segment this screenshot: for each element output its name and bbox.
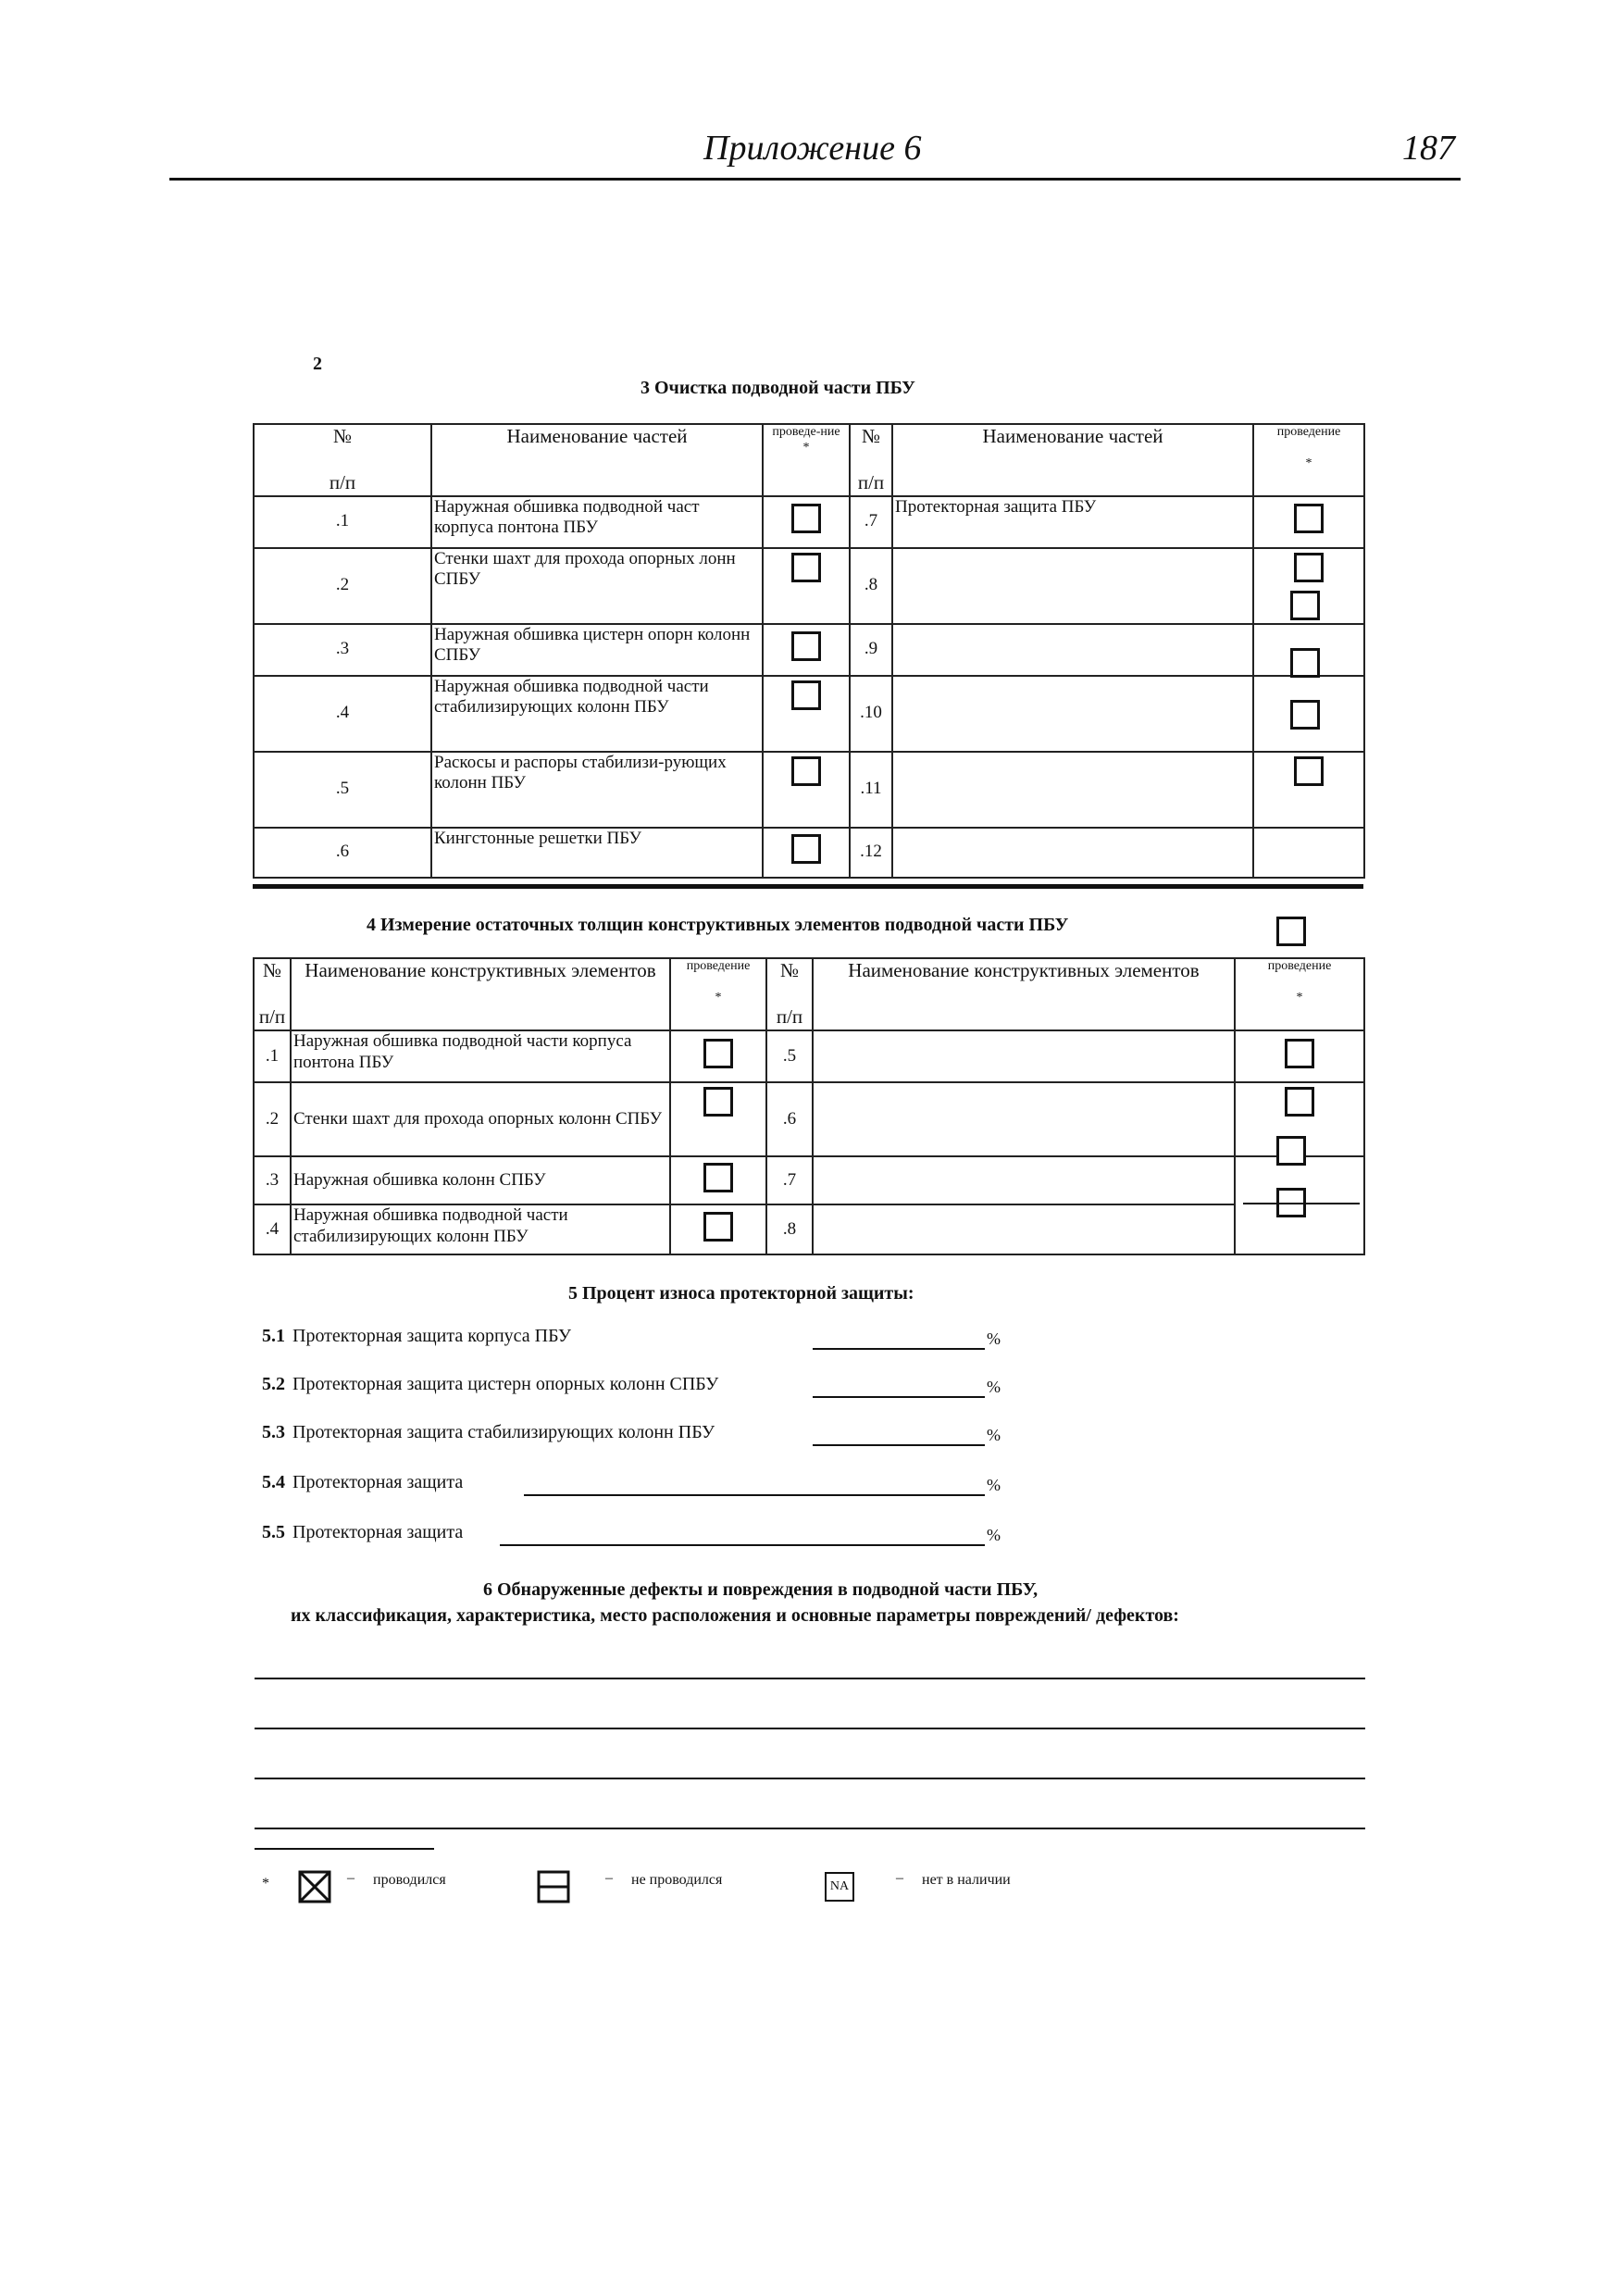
checkbox[interactable] bbox=[703, 1163, 733, 1192]
col-name-header-2: Наименование конструктивных элементов bbox=[813, 958, 1235, 1030]
checkbox[interactable] bbox=[1276, 1136, 1306, 1166]
percent-sign: % bbox=[987, 1476, 1001, 1494]
col-name-header-2: Наименование частей bbox=[892, 424, 1253, 496]
checkbox[interactable] bbox=[1290, 700, 1320, 730]
section4-title: 4 Измерение остаточных толщин конструктивных элементов подводной части ПБУ bbox=[367, 915, 1069, 935]
row-number: .4 bbox=[254, 676, 431, 752]
row-number: .10 bbox=[850, 676, 892, 752]
table-row bbox=[254, 1204, 1364, 1254]
wear-row-5-4: 5.4 Протекторная защита bbox=[262, 1472, 464, 1492]
row-name bbox=[813, 1156, 1235, 1204]
checkbox[interactable] bbox=[1276, 917, 1306, 946]
wear-row-5-2: 5.2 Протекторная защита цистерн опорных колонн СПБУ bbox=[262, 1374, 719, 1394]
checkbox[interactable] bbox=[791, 680, 821, 710]
page-number: 187 bbox=[1402, 129, 1455, 168]
wear-input-5-5[interactable] bbox=[500, 1544, 985, 1546]
section3-header-row bbox=[254, 424, 1364, 496]
wear-row-5-1: 5.1 Протекторная защита корпуса ПБУ bbox=[262, 1326, 572, 1346]
row-number: .7 bbox=[850, 496, 892, 548]
row-number: .3 bbox=[254, 624, 431, 676]
checkbox[interactable] bbox=[791, 631, 821, 661]
row-number: .4 bbox=[254, 1204, 291, 1254]
section3-title: 3 Очистка подводной части ПБУ bbox=[641, 378, 915, 398]
section-divider bbox=[253, 884, 1363, 889]
row-number: .9 bbox=[850, 624, 892, 676]
checkbox[interactable] bbox=[1294, 504, 1324, 533]
row-number: .1 bbox=[254, 496, 431, 548]
legend-dash: – bbox=[896, 1870, 903, 1886]
row-number: .5 bbox=[766, 1030, 813, 1082]
checkbox[interactable] bbox=[703, 1039, 733, 1068]
not-done-box-icon bbox=[537, 1870, 570, 1908]
checkbox[interactable] bbox=[1294, 756, 1324, 786]
row-divider bbox=[1243, 1203, 1360, 1204]
row-number: .5 bbox=[254, 752, 431, 828]
checkbox[interactable] bbox=[791, 756, 821, 786]
wear-row-5-3: 5.3 Протекторная защита стабилизирующих колонн ПБУ bbox=[262, 1422, 715, 1442]
table-row bbox=[254, 828, 1364, 878]
col-num-header: № п/п bbox=[254, 958, 291, 1030]
checkbox[interactable] bbox=[703, 1212, 733, 1242]
section6-title-line2: их классификация, характеристика, место расположения и основные параметры повреждений/ дефектов: bbox=[291, 1605, 1179, 1626]
footnote-rule bbox=[255, 1848, 434, 1850]
checked-box-icon bbox=[298, 1870, 331, 1908]
defects-input-line-4[interactable] bbox=[255, 1828, 1365, 1829]
percent-sign: % bbox=[987, 1378, 1001, 1396]
legend-star: * bbox=[262, 1876, 269, 1891]
row-number: .3 bbox=[254, 1156, 291, 1204]
legend-na: нет в наличии bbox=[922, 1872, 1011, 1888]
table-row bbox=[254, 752, 1364, 828]
row-name bbox=[892, 828, 1253, 878]
checkbox[interactable] bbox=[1294, 553, 1324, 582]
table-row bbox=[254, 548, 1364, 624]
row-number: .6 bbox=[254, 828, 431, 878]
table-row bbox=[254, 496, 1364, 548]
legend-dash: – bbox=[347, 1870, 354, 1886]
row-name bbox=[813, 1030, 1235, 1082]
defects-input-line-1[interactable] bbox=[255, 1678, 1365, 1679]
legend-done: проводился bbox=[373, 1872, 446, 1888]
legend-dash: – bbox=[605, 1870, 613, 1886]
row-name bbox=[892, 548, 1253, 624]
table-row bbox=[254, 1156, 1364, 1204]
form-page-marker: 2 bbox=[313, 354, 322, 374]
checkbox[interactable] bbox=[1290, 648, 1320, 678]
row-name: Наружная обшивка цистерн опорн колонн СПБУ bbox=[431, 624, 763, 676]
checkbox[interactable] bbox=[1290, 591, 1320, 620]
checkbox[interactable] bbox=[703, 1087, 733, 1117]
checkbox[interactable] bbox=[791, 834, 821, 864]
row-name: Наружная обшивка колонн СПБУ bbox=[291, 1156, 670, 1204]
section6-title-line1: 6 Обнаруженные дефекты и повреждения в подводной части ПБУ, bbox=[483, 1579, 1039, 1600]
table-row bbox=[254, 624, 1364, 676]
col-done-header: проведе-ние * bbox=[763, 424, 850, 496]
row-number: .2 bbox=[254, 1082, 291, 1156]
row-name bbox=[813, 1082, 1235, 1156]
row-name: Стенки шахт для прохода опорных колонн СПБУ bbox=[291, 1082, 670, 1156]
table-row bbox=[254, 1082, 1364, 1156]
wear-input-5-4[interactable] bbox=[524, 1494, 985, 1496]
row-number: .8 bbox=[766, 1204, 813, 1254]
row-number: .12 bbox=[850, 828, 892, 878]
section4-header-row bbox=[254, 958, 1364, 1030]
col-num-header: № п/п bbox=[254, 424, 431, 496]
table-row bbox=[254, 1030, 1364, 1082]
row-name bbox=[892, 752, 1253, 828]
row-number: .6 bbox=[766, 1082, 813, 1156]
defects-input-line-2[interactable] bbox=[255, 1728, 1365, 1729]
row-name: Наружная обшивка подводной части корпуса понтона ПБУ bbox=[291, 1030, 670, 1082]
row-number: .11 bbox=[850, 752, 892, 828]
col-name-header: Наименование частей bbox=[431, 424, 763, 496]
row-name: Наружная обшивка подводной части стабилизирующих колонн ПБУ bbox=[431, 676, 763, 752]
col-name-header: Наименование конструктивных элементов bbox=[291, 958, 670, 1030]
wear-input-5-1[interactable] bbox=[813, 1348, 985, 1350]
percent-sign: % bbox=[987, 1329, 1001, 1348]
percent-sign: % bbox=[987, 1426, 1001, 1444]
row-name: Кингстонные решетки ПБУ bbox=[431, 828, 763, 878]
wear-input-5-2[interactable] bbox=[813, 1396, 985, 1398]
header-title: Приложение 6 bbox=[703, 129, 922, 168]
wear-row-5-5: 5.5 Протекторная защита bbox=[262, 1522, 464, 1542]
table-row bbox=[254, 676, 1364, 752]
col-done-header: проведение * bbox=[670, 958, 766, 1030]
row-name bbox=[892, 676, 1253, 752]
row-number: .2 bbox=[254, 548, 431, 624]
legend-not-done: не проводился bbox=[631, 1872, 723, 1888]
row-name: Протекторная защита ПБУ bbox=[892, 496, 1253, 548]
row-name: Стенки шахт для прохода опорных лонн СПБУ bbox=[431, 548, 763, 624]
section5-title: 5 Процент износа протекторной защиты: bbox=[568, 1283, 914, 1304]
section3-table bbox=[253, 423, 1365, 879]
row-name: Наружная обшивка подводной част корпуса понтона ПБУ bbox=[431, 496, 763, 548]
na-box-icon: NA bbox=[825, 1872, 854, 1902]
wear-input-5-3[interactable] bbox=[813, 1444, 985, 1446]
row-name bbox=[892, 624, 1253, 676]
row-number: .1 bbox=[254, 1030, 291, 1082]
row-number: .7 bbox=[766, 1156, 813, 1204]
col-num-header-2: № п/п bbox=[766, 958, 813, 1030]
col-done-header-2: проведение * bbox=[1235, 958, 1364, 1030]
row-number: .8 bbox=[850, 548, 892, 624]
col-done-header-2: проведение * bbox=[1253, 424, 1364, 496]
checkbox[interactable] bbox=[791, 504, 821, 533]
section4-table bbox=[253, 957, 1365, 1255]
row-name: Раскосы и распоры стабилизи-рующих колонн ПБУ bbox=[431, 752, 763, 828]
percent-sign: % bbox=[987, 1526, 1001, 1544]
col-num-header-2: № п/п bbox=[850, 424, 892, 496]
checkbox[interactable] bbox=[1285, 1039, 1314, 1068]
checkbox[interactable] bbox=[1285, 1087, 1314, 1117]
row-name: Наружная обшивка подводной части стабилизирующих колонн ПБУ bbox=[291, 1204, 670, 1254]
header-rule bbox=[169, 178, 1461, 181]
checkbox[interactable] bbox=[791, 553, 821, 582]
row-name bbox=[813, 1204, 1235, 1254]
defects-input-line-3[interactable] bbox=[255, 1778, 1365, 1779]
